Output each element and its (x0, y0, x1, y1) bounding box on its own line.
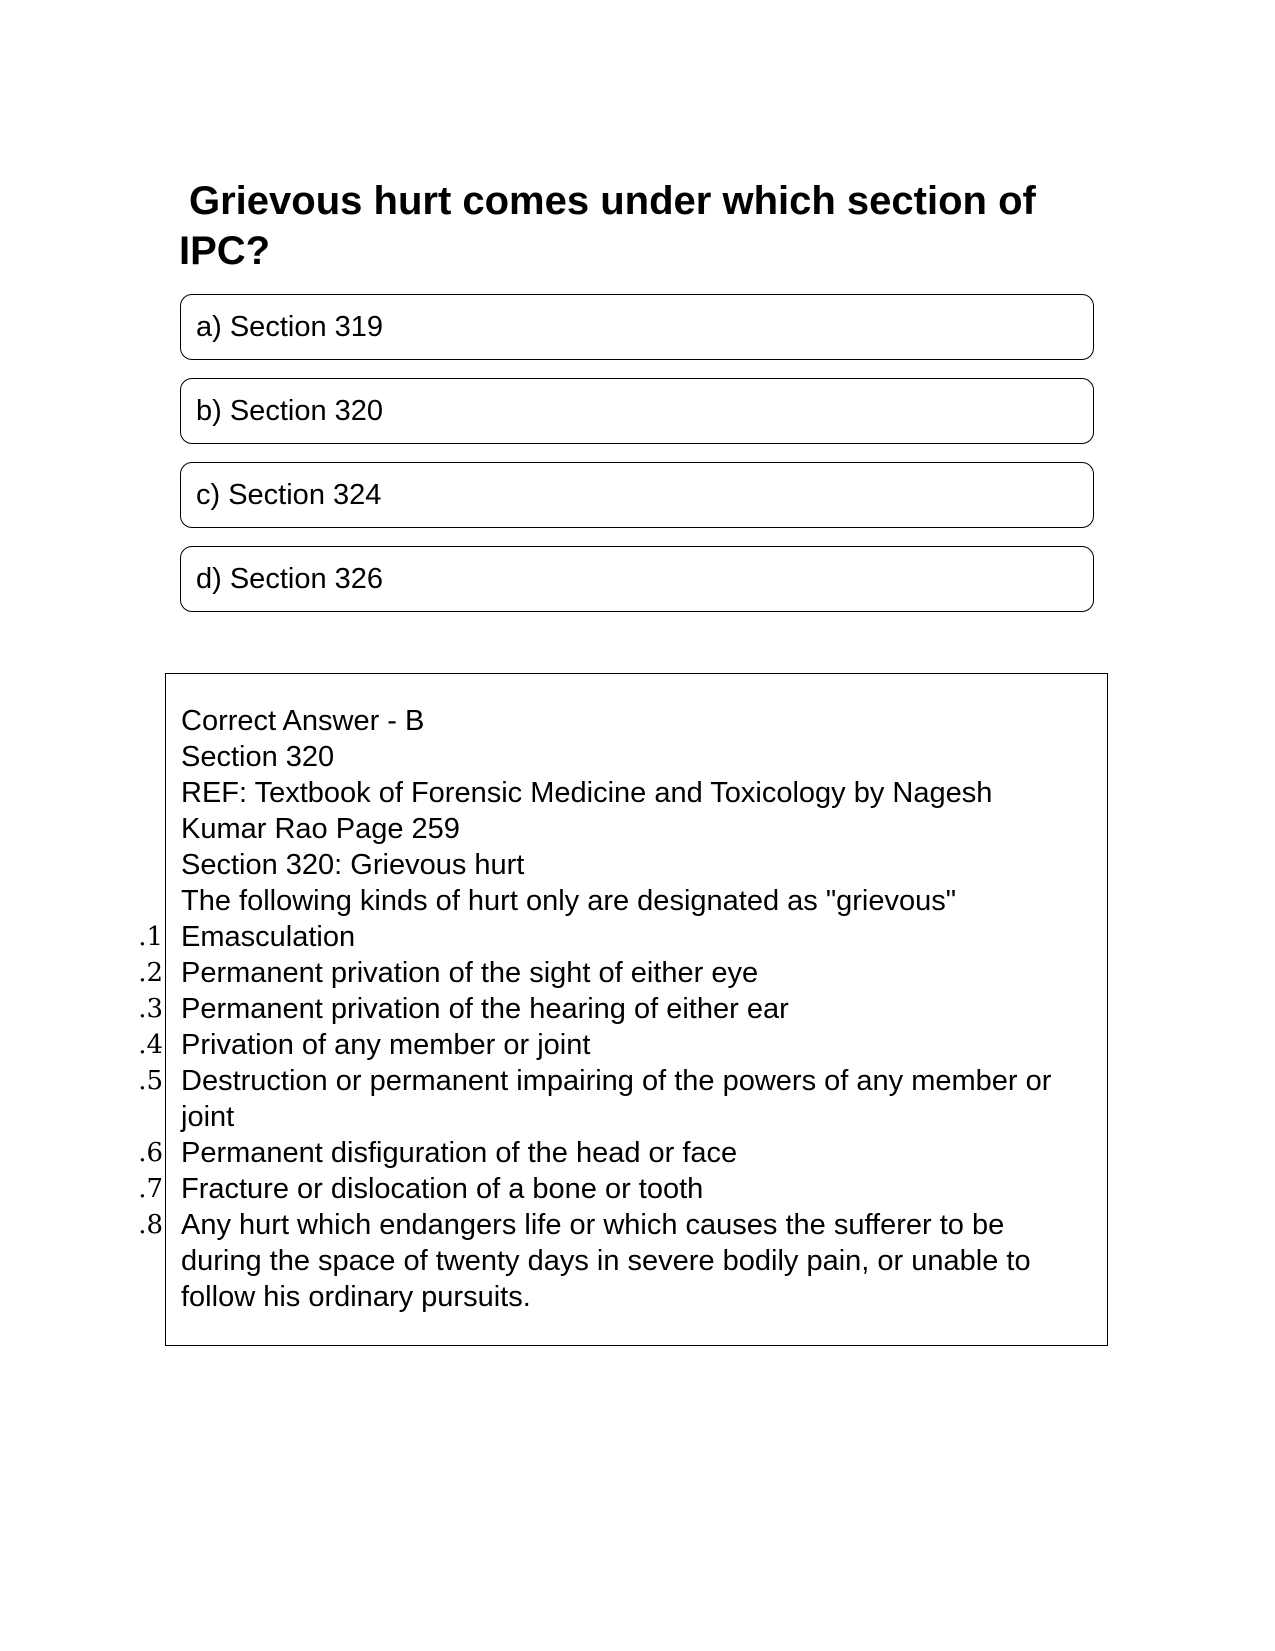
list-item (138, 1207, 1081, 1315)
grievous-hurt-list (138, 919, 1081, 1315)
list-item-number: 6. (138, 1138, 163, 1168)
list-item-number: 8. (138, 1210, 163, 1240)
list-item-text: Privation of any member or joint (181, 1029, 591, 1061)
option-b[interactable]: b) Section 320 (180, 378, 1094, 444)
list-item-text: Any hurt which endangers life or which causes the sufferer to be during the space of twenty days in severe bodily pain, or unable to follow his ordinary pursuits. (181, 1209, 1031, 1313)
answer-intro: The following kinds of hurt only are designated as "grievous" (181, 885, 957, 917)
list-item-number: 5. (138, 1066, 163, 1096)
option-a[interactable]: a) Section 319 (180, 294, 1094, 360)
answer-heading: Section 320: Grievous hurt (181, 849, 525, 881)
answer-section: Section 320 (181, 741, 335, 773)
list-item-text: Fracture or dislocation of a bone or tooth (181, 1173, 704, 1205)
list-item-text: Permanent privation of the sight of either eye (181, 957, 759, 989)
list-item (138, 1171, 1081, 1207)
list-item (138, 1063, 1081, 1135)
answer-explanation-text (138, 703, 1081, 1315)
list-item-number: 2. (138, 958, 163, 988)
list-item-number: 7. (138, 1174, 163, 1204)
list-item-number: 4. (138, 1030, 163, 1060)
answer-explanation-box (138, 673, 1108, 1346)
list-item-number: 1. (138, 922, 163, 952)
list-item-text: Permanent disfiguration of the head or face (181, 1137, 738, 1169)
option-c[interactable]: c) Section 324 (180, 462, 1094, 528)
option-d[interactable]: d) Section 326 (180, 546, 1094, 612)
list-item-text: Destruction or permanent impairing of the powers of any member or joint (181, 1065, 1052, 1133)
list-item (138, 1027, 1081, 1063)
list-item (138, 1135, 1081, 1171)
list-item (138, 919, 1081, 955)
list-item (138, 955, 1081, 991)
question-title: Grievous hurt comes under which section of IPC? (179, 179, 1036, 273)
list-item-text: Permanent privation of the hearing of either ear (181, 993, 789, 1025)
list-item (138, 991, 1081, 1027)
correct-answer: Correct Answer - B (181, 705, 425, 737)
list-item-number: 3. (138, 994, 163, 1024)
list-item-text: Emasculation (181, 921, 356, 953)
answer-reference: REF: Textbook of Forensic Medicine and Toxicology by Nagesh Kumar Rao Page 259 (181, 777, 993, 845)
